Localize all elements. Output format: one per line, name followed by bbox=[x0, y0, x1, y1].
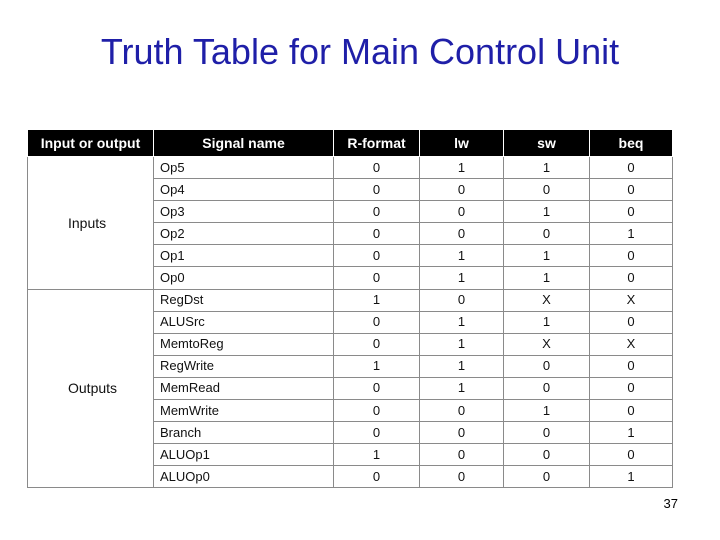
value-cell: 1 bbox=[420, 157, 504, 179]
signal-name-cell: Op3 bbox=[154, 201, 334, 223]
value-cell: 1 bbox=[334, 355, 420, 377]
value-cell: 1 bbox=[504, 267, 590, 289]
value-cell: 0 bbox=[590, 444, 673, 466]
value-cell: 0 bbox=[334, 333, 420, 355]
group-label: Inputs bbox=[28, 157, 154, 290]
value-cell: 0 bbox=[420, 422, 504, 444]
column-header: lw bbox=[420, 130, 504, 157]
table-row bbox=[28, 157, 673, 179]
value-cell: 0 bbox=[504, 466, 590, 488]
value-cell: 0 bbox=[590, 400, 673, 422]
value-cell: 0 bbox=[334, 400, 420, 422]
slide-title: Truth Table for Main Control Unit bbox=[100, 31, 620, 72]
truth-table bbox=[27, 129, 673, 488]
value-cell: X bbox=[590, 289, 673, 311]
value-cell: 1 bbox=[420, 333, 504, 355]
signal-name-cell: Op2 bbox=[154, 223, 334, 245]
truth-table-container bbox=[27, 129, 672, 489]
value-cell: 0 bbox=[420, 223, 504, 245]
signal-name-cell: Op5 bbox=[154, 157, 334, 179]
value-cell: 0 bbox=[504, 179, 590, 201]
signal-name-cell: Op4 bbox=[154, 179, 334, 201]
value-cell: 0 bbox=[420, 179, 504, 201]
value-cell: 1 bbox=[334, 289, 420, 311]
value-cell: 0 bbox=[420, 201, 504, 223]
value-cell: 1 bbox=[420, 377, 504, 399]
value-cell: 0 bbox=[334, 422, 420, 444]
value-cell: X bbox=[504, 333, 590, 355]
column-header: beq bbox=[590, 130, 673, 157]
value-cell: 0 bbox=[590, 245, 673, 267]
value-cell: 0 bbox=[334, 179, 420, 201]
signal-name-cell: MemWrite bbox=[154, 400, 334, 422]
value-cell: 1 bbox=[420, 245, 504, 267]
value-cell: 0 bbox=[590, 355, 673, 377]
value-cell: 0 bbox=[334, 223, 420, 245]
value-cell: 1 bbox=[590, 466, 673, 488]
signal-name-cell: RegDst bbox=[154, 289, 334, 311]
value-cell: 0 bbox=[504, 377, 590, 399]
table-row bbox=[28, 289, 673, 311]
group-label: Outputs bbox=[28, 289, 154, 488]
value-cell: 0 bbox=[334, 377, 420, 399]
value-cell: 0 bbox=[420, 466, 504, 488]
value-cell: 0 bbox=[420, 289, 504, 311]
signal-name-cell: Op0 bbox=[154, 267, 334, 289]
value-cell: 1 bbox=[504, 201, 590, 223]
value-cell: 1 bbox=[504, 245, 590, 267]
signal-name-cell: ALUOp1 bbox=[154, 444, 334, 466]
value-cell: 1 bbox=[590, 223, 673, 245]
signal-name-cell: RegWrite bbox=[154, 355, 334, 377]
header-row bbox=[28, 130, 673, 157]
column-header: Signal name bbox=[154, 130, 334, 157]
column-header: R-format bbox=[334, 130, 420, 157]
value-cell: 0 bbox=[334, 466, 420, 488]
value-cell: 0 bbox=[504, 223, 590, 245]
value-cell: 1 bbox=[590, 422, 673, 444]
signal-name-cell: MemRead bbox=[154, 377, 334, 399]
value-cell: 0 bbox=[590, 377, 673, 399]
value-cell: 0 bbox=[590, 157, 673, 179]
signal-name-cell: Op1 bbox=[154, 245, 334, 267]
value-cell: 0 bbox=[590, 267, 673, 289]
value-cell: 1 bbox=[504, 311, 590, 333]
value-cell: X bbox=[504, 289, 590, 311]
signal-name-cell: ALUOp0 bbox=[154, 466, 334, 488]
table-body bbox=[28, 157, 673, 488]
value-cell: 0 bbox=[334, 267, 420, 289]
value-cell: 1 bbox=[420, 355, 504, 377]
signal-name-cell: ALUSrc bbox=[154, 311, 334, 333]
value-cell: 1 bbox=[420, 267, 504, 289]
value-cell: 0 bbox=[334, 201, 420, 223]
column-header: Input or output bbox=[28, 130, 154, 157]
value-cell: 0 bbox=[590, 179, 673, 201]
value-cell: 0 bbox=[504, 355, 590, 377]
column-header: sw bbox=[504, 130, 590, 157]
value-cell: 0 bbox=[420, 444, 504, 466]
value-cell: 0 bbox=[334, 245, 420, 267]
page-number: 37 bbox=[663, 496, 678, 511]
value-cell: 0 bbox=[334, 157, 420, 179]
value-cell: 0 bbox=[590, 201, 673, 223]
signal-name-cell: Branch bbox=[154, 422, 334, 444]
value-cell: 1 bbox=[504, 400, 590, 422]
value-cell: 0 bbox=[420, 400, 504, 422]
value-cell: 1 bbox=[334, 444, 420, 466]
value-cell: 0 bbox=[590, 311, 673, 333]
value-cell: X bbox=[590, 333, 673, 355]
value-cell: 1 bbox=[504, 157, 590, 179]
value-cell: 1 bbox=[420, 311, 504, 333]
signal-name-cell: MemtoReg bbox=[154, 333, 334, 355]
value-cell: 0 bbox=[334, 311, 420, 333]
value-cell: 0 bbox=[504, 422, 590, 444]
value-cell: 0 bbox=[504, 444, 590, 466]
